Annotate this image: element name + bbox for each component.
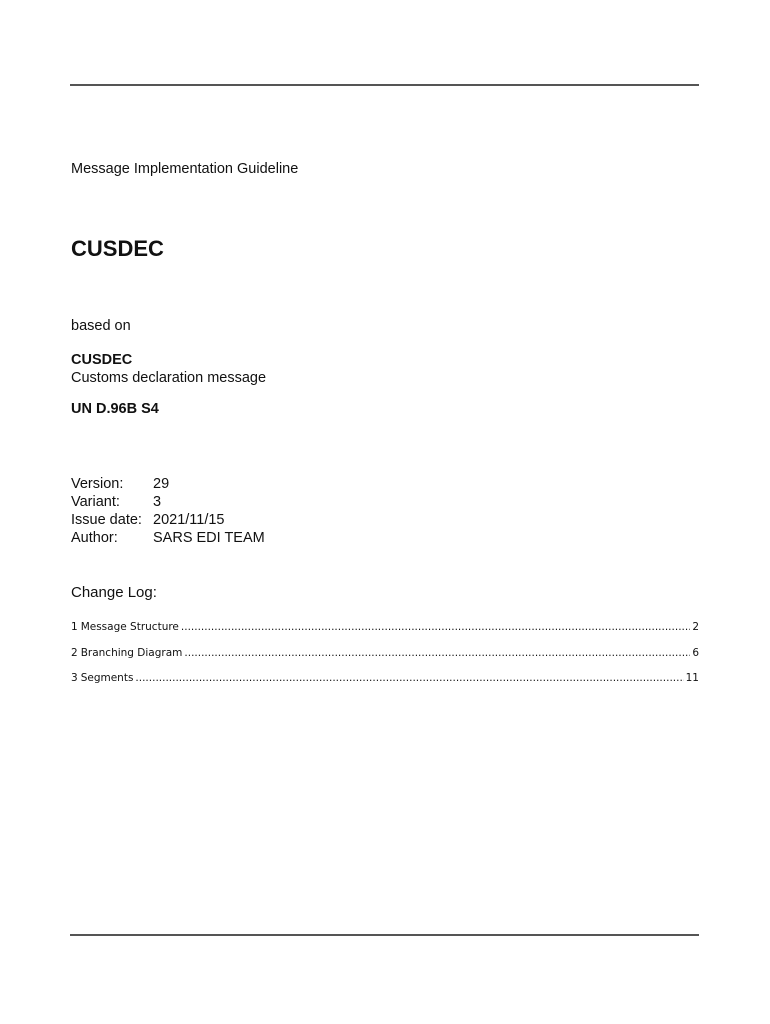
base-message-name: CUSDEC	[71, 352, 133, 368]
toc-entry[interactable]	[71, 672, 699, 698]
toc-entry-page[interactable]: 6	[692, 646, 699, 659]
toc-entry-number: 1	[71, 621, 78, 633]
variant-row	[71, 493, 265, 511]
header-rule	[70, 84, 699, 86]
toc-entry-number: 3	[71, 672, 78, 684]
document-title: CUSDEC	[71, 236, 164, 261]
toc-entry-page[interactable]: 2	[692, 621, 699, 633]
variant-label: Variant:	[71, 494, 120, 510]
author-label: Author:	[71, 530, 118, 546]
version-value: 29	[153, 476, 170, 492]
issue-date-label: Issue date:	[71, 512, 142, 528]
toc-entry[interactable]	[71, 621, 699, 647]
toc-entry-text[interactable]: Branching Diagram	[80, 646, 183, 659]
variant-value: 3	[153, 494, 162, 510]
change-log-title: Change Log:	[71, 584, 157, 601]
author-row	[71, 529, 265, 547]
directory-version: UN D.96B S4	[71, 401, 159, 417]
table-of-contents	[71, 621, 699, 698]
document-subtitle: Message Implementation Guideline	[71, 161, 299, 177]
document-metadata	[71, 475, 265, 547]
author-value: SARS EDI TEAM	[153, 530, 265, 546]
toc-entry[interactable]	[71, 647, 699, 673]
version-row	[71, 475, 265, 493]
issue-date-value: 2021/11/15	[153, 512, 225, 528]
footer-rule	[70, 934, 699, 936]
based-on-label: based on	[71, 318, 131, 334]
toc-entry-page[interactable]: 11	[685, 672, 699, 684]
base-message-block	[71, 351, 266, 387]
base-message-description: Customs declaration message	[71, 370, 267, 386]
toc-entry-number: 2	[71, 646, 78, 659]
toc-dot-leader	[181, 621, 690, 633]
toc-dot-leader	[184, 647, 690, 659]
toc-dot-leader	[135, 672, 683, 684]
toc-entry-text[interactable]: Segments	[80, 672, 134, 684]
toc-entry-text[interactable]: Message Structure	[80, 621, 179, 633]
version-label: Version:	[71, 476, 124, 492]
issue-date-row	[71, 511, 265, 529]
